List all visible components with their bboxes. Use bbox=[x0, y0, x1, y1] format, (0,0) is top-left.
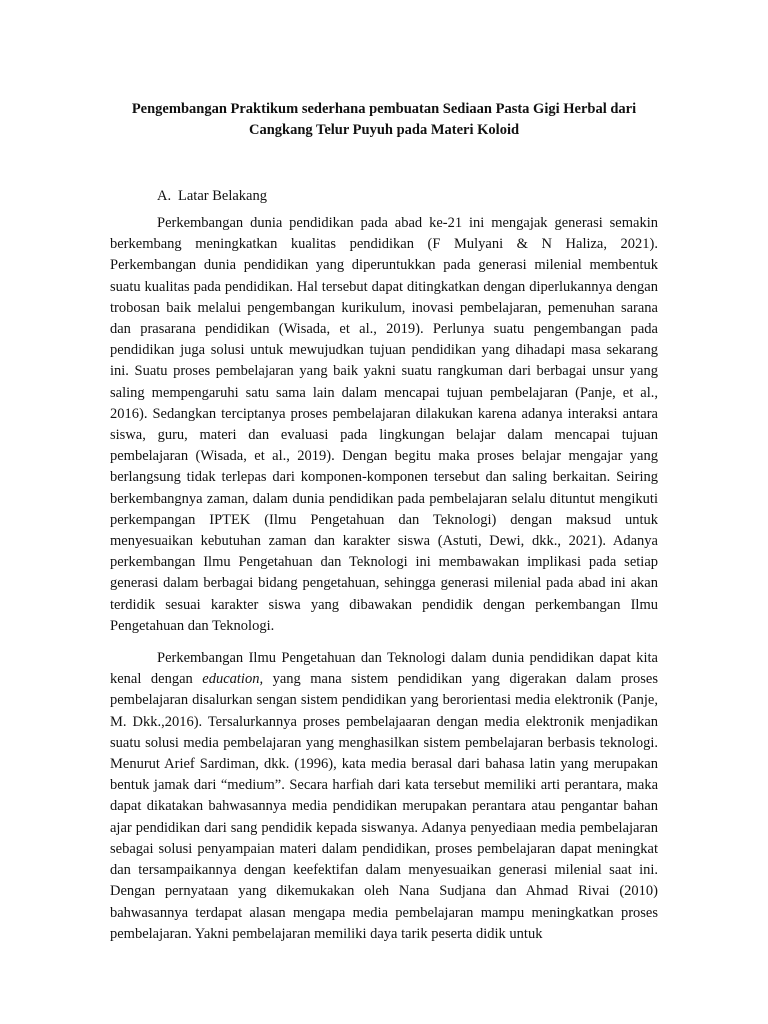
paragraph-2-italic-term: education, bbox=[202, 671, 264, 688]
paragraph-1: Perkembangan dunia pendidikan pada abad ke-21 ini mengajak generasi semakin berkembang meningkatkan kualitas pendidikan (F Mulyani & N Haliza, 2021). Perkembangan dunia pendidikan yang diperuntukkan pada generasi milenial membentuk suatu kualitas pada pendidikan. Hal tersebut dapat ditingkatkan dengan diperlukannya dengan trobosan baik melalui pengembangan kurikulum, inovasi pembelajaran, pemenuhan sarana dan prasarana pendidikan (Wisada, et al., 2019). Perlunya suatu pengembangan pada pendidikan juga solusi untuk mewujudkan tujuan pendidikan yang dihadapi masa sekarang ini. Suatu proses pembelajaran yang baik yakni suatu rangkuman dari berbagai unsur yang saling mempengaruhi satu sama lain dalam mencapai tujuan pembelajaran (Panje, et al., 2016). Sedangkan terciptanya proses pembelajaran dilakukan karena adanya interaksi antara siswa, guru, materi dan evaluasi pada lingkungan belajar dalam mencapai tujuan pembelajaran (Wisada, et al., 2019). Dengan begitu maka proses belajar mengajar yang berlangsung tidak terlepas dari komponen-komponen tersebut dan saling berkaitan. Seiring berkembangnya zaman, dalam dunia pendidikan pada pembelajaran selalu dituntut mengikuti perkempangan IPTEK (Ilmu Pengetahuan dan Teknologi) dengan maksud untuk menyesuaikan kebutuhan zaman dan karakter siswa (Astuti, Dewi, dkk., 2021). Adanya perkembangan Ilmu Pengetahuan dan Teknologi ini membawakan implikasi pada setiap generasi dalam berbagai bidang pengetahuan, sehingga generasi milenial pada abad ini akan terdidik sesuai karakter siswa yang dibawakan pendidik dengan perkembangan Ilmu Pengetahuan dan Teknologi. bbox=[110, 215, 658, 634]
section-label: Latar Belakang bbox=[178, 188, 267, 204]
section-marker: A. bbox=[157, 188, 172, 204]
paragraph-2-text-after: yang mana sistem pendidikan yang digerakan dalam proses pembelajaran disalurkan sengan sistem pendidikan yang berorientasi media elektronik (Panje, M. Dkk.,2016). Tersalurkannya proses pembelajaaran dengan media elektronik menjadikan suatu solusi media pembelajaran yang menghasilkan sistem pembelajaran berbasis teknologi. Menurut Arief Sardiman, dkk. (1996), kata media berasal dari bahasa latin yang merupakan bentuk jamak dari “medium”. Secara harfiah dari kata tersebut memiliki arti perantara, maka dapat dikatakan bahwasannya media pendidikan merupakan perantara atau pengantar bahan ajar pendidikan dari sang pendidik kepada siswanya. Adanya penyediaan media pembelajaran sebagai solusi penyampaian materi dalam pendidikan, proses pembelajaran dapat meningkat dan tersampaikannya dengan keefektifan dalam menyesuaikan generasi milenial saat ini. Dengan pernyataan yang dikemukakan oleh Nana Sudjana dan Ahmad Rivai (2010) bahwasannya terdapat alasan mengapa media pembelajaran mampu meningkatkan proses pembelajaran. Yakni pembelajaran memiliki daya tarik peserta didik untuk bbox=[110, 671, 658, 942]
paragraph-2-text-before: Perkembangan Ilmu Pengetahuan dan Teknologi dalam dunia pendidikan dapat kita kenal dengan bbox=[110, 650, 658, 688]
document-title: Pengembangan Praktikum sederhana pembuatan Sediaan Pasta Gigi Herbal dari Cangkang Telur Puyuh pada Materi Koloid bbox=[131, 101, 637, 138]
section-heading bbox=[157, 186, 658, 207]
paragraph-2 bbox=[110, 648, 658, 945]
